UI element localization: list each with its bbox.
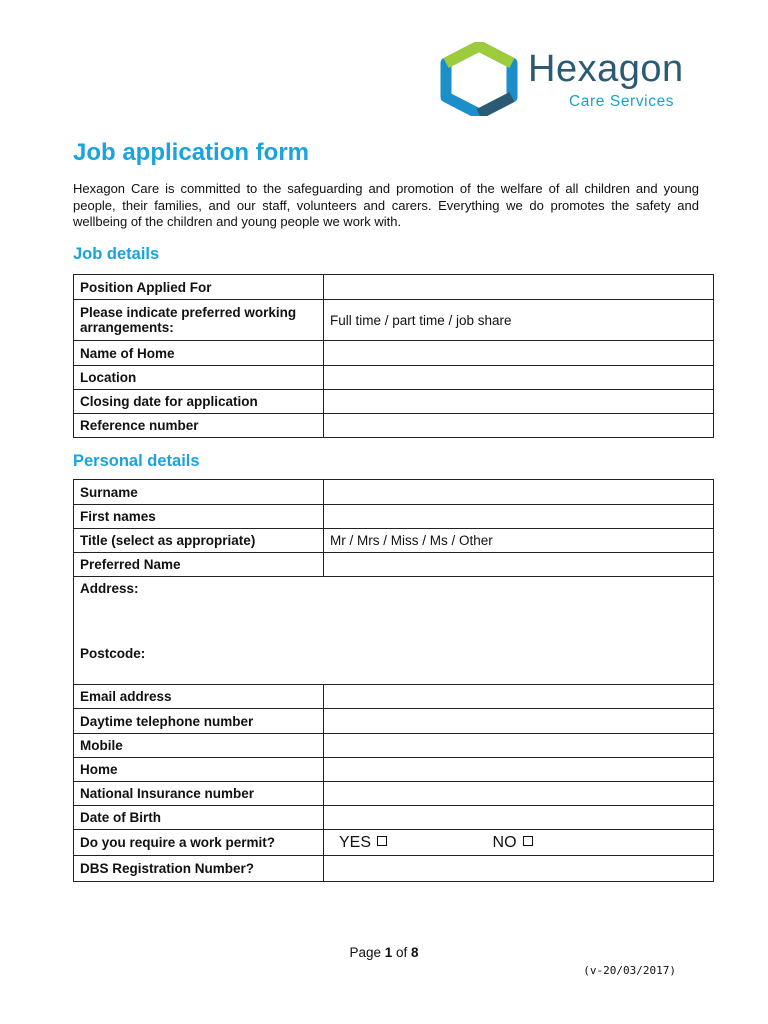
label-home: Home [74,758,324,782]
label-title: Title (select as appropriate) [74,529,324,553]
field-email[interactable] [324,685,714,709]
field-location[interactable] [324,366,714,390]
table-row [74,300,714,341]
table-row [74,709,714,734]
field-home-name[interactable] [324,341,714,366]
label-closing-date: Closing date for application [74,390,324,414]
personal-details-heading: Personal details [73,452,200,470]
label-home-name: Name of Home [74,341,324,366]
brand-name: Hexagon [528,48,684,90]
field-closing-date[interactable] [324,390,714,414]
table-row [74,685,714,709]
table-row [74,553,714,577]
hexagon-logo-icon [438,42,520,116]
table-row [74,480,714,505]
field-daytime-phone[interactable] [324,709,714,734]
label-first-names: First names [74,505,324,529]
label-location: Location [74,366,324,390]
field-arrangements[interactable]: Full time / part time / job share [324,300,714,341]
field-first-names[interactable] [324,505,714,529]
page-current: 1 [384,945,393,960]
table-row [74,782,714,806]
table-row [74,366,714,390]
table-row [74,505,714,529]
table-row [74,390,714,414]
label-email: Email address [74,685,324,709]
page-number [0,945,768,960]
label-postcode: Postcode: [80,646,146,661]
table-row [74,414,714,438]
label-mobile: Mobile [74,734,324,758]
label-daytime-phone: Daytime telephone number [74,709,324,734]
field-title[interactable]: Mr / Mrs / Miss / Ms / Other [324,529,714,553]
field-dbs[interactable] [324,856,714,882]
no-label: NO [492,833,517,851]
page-label: Page [349,945,381,960]
table-row [74,529,714,553]
page-of: of [396,945,408,960]
yes-label: YES [339,833,372,851]
job-details-heading: Job details [73,245,160,263]
field-position[interactable] [324,275,714,300]
label-ni-number: National Insurance number [74,782,324,806]
table-row [74,856,714,882]
version-label: (v-20/03/2017) [583,964,676,977]
label-dbs: DBS Registration Number? [74,856,324,882]
field-reference[interactable] [324,414,714,438]
job-details-table [73,274,714,438]
table-row [74,830,714,856]
brand-subtitle: Care Services [569,93,675,110]
label-work-permit: Do you require a work permit? [74,830,324,856]
field-work-permit [324,830,714,856]
field-surname[interactable] [324,480,714,505]
label-position: Position Applied For [74,275,324,300]
label-arrangements: Please indicate preferred working arrangements: [74,300,324,341]
field-preferred-name[interactable] [324,553,714,577]
page-total: 8 [411,945,419,960]
personal-details-table [73,479,714,882]
label-preferred-name: Preferred Name [74,553,324,577]
label-address: Address: [80,581,139,596]
label-surname: Surname [74,480,324,505]
field-mobile[interactable] [324,734,714,758]
label-dob: Date of Birth [74,806,324,830]
hexagon-logo [438,42,698,116]
table-row [74,275,714,300]
field-home[interactable] [324,758,714,782]
no-checkbox[interactable] [523,836,533,846]
page-title: Job application form [73,139,310,166]
field-ni-number[interactable] [324,782,714,806]
table-row [74,806,714,830]
yes-checkbox[interactable] [377,836,387,846]
table-row [74,577,714,685]
intro-paragraph: Hexagon Care is committed to the safeguarding and promotion of the welfare of all children and young people, their families, and our staff, volunteers and carers. Everything we do promotes the safety and wellbeing of the children and young people we work with. [73,181,699,229]
table-row [74,341,714,366]
table-row [74,734,714,758]
field-dob[interactable] [324,806,714,830]
label-reference: Reference number [74,414,324,438]
field-address[interactable] [74,577,714,685]
table-row [74,758,714,782]
